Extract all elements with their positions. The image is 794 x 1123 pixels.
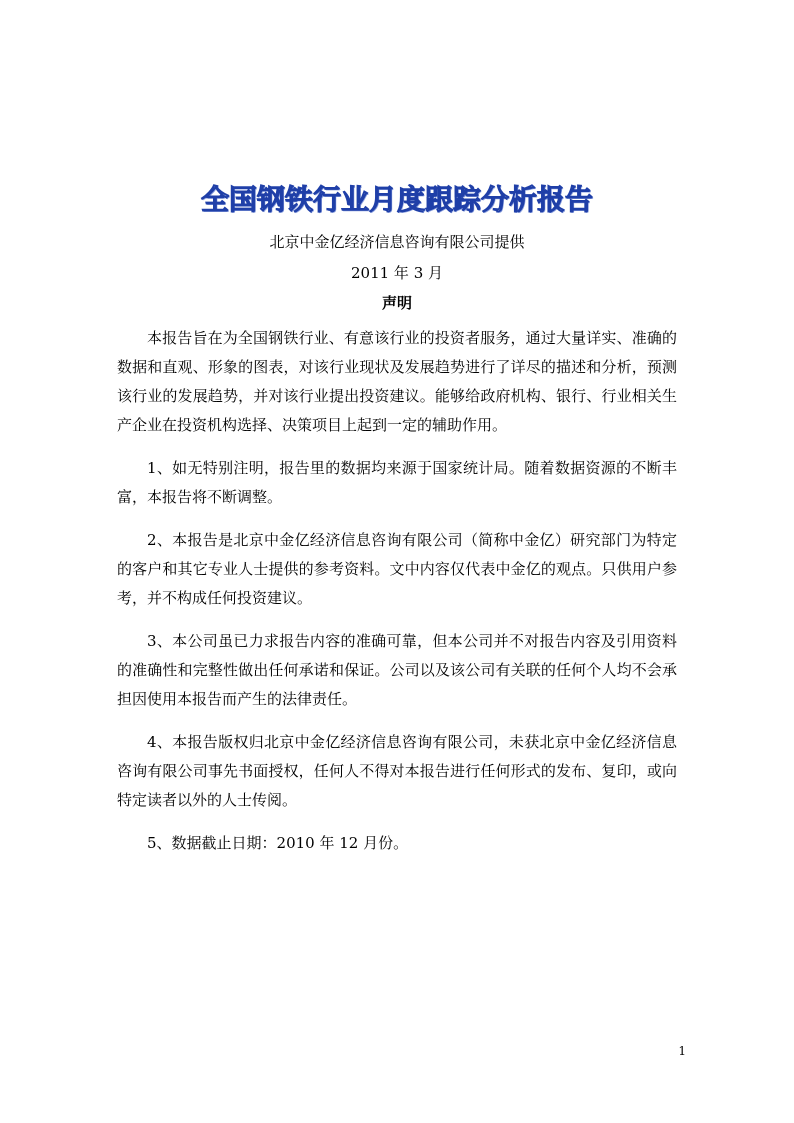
statement-intro-paragraph: 本报告旨在为全国钢铁行业、有意该行业的投资者服务，通过大量详实、准确的数据和直观、形象的图表，对该行业现状及发展趋势进行了详尽的描述和分析，预测该行业的发展趋势，并对该行业提出投资建议。能够给政府机构、银行、行业相关生产企业在投资机构选择、决策项目上起到一定的辅助作用。 (117, 329, 677, 434)
statement-heading: 声明 (381, 294, 412, 312)
statement-item-5: 5、数据截止日期：2010 年 12 月份。 (147, 834, 409, 852)
statement-item-1: 1、如无特别注明，报告里的数据均来源于国家统计局。随着数据资源的不断丰富，本报告将不断调整。 (117, 459, 677, 506)
statement-item-3: 3、本公司虽已力求报告内容的准确可靠，但本公司并不对报告内容及引用资料的准确性和完整性做出任何承诺和保证。公司以及该公司有关联的任何个人均不会承担因使用本报告而产生的法律责任。 (117, 632, 677, 708)
statement-body (117, 324, 677, 872)
statement-item-4: 4、本报告版权归北京中金亿经济信息咨询有限公司，未获北京中金亿经济信息咨询有限公司事先书面授权，任何人不得对本报告进行任何形式的发布、复印，或向特定读者以外的人士传阅。 (117, 733, 677, 809)
report-date: 2011 年 3 月 (350, 264, 444, 282)
statement-item-2: 2、本报告是北京中金亿经济信息咨询有限公司（简称中金亿）研究部门为特定的客户和其它专业人士提供的参考资料。文中内容仅代表中金亿的观点。只供用户参考，并不构成任何投资建议。 (117, 531, 677, 607)
report-title: 全国钢铁行业月度跟踪分析报告 (200, 183, 593, 216)
page-number: 1 (678, 1044, 686, 1058)
provider-line: 北京中金亿经济信息咨询有限公司提供 (269, 233, 525, 251)
